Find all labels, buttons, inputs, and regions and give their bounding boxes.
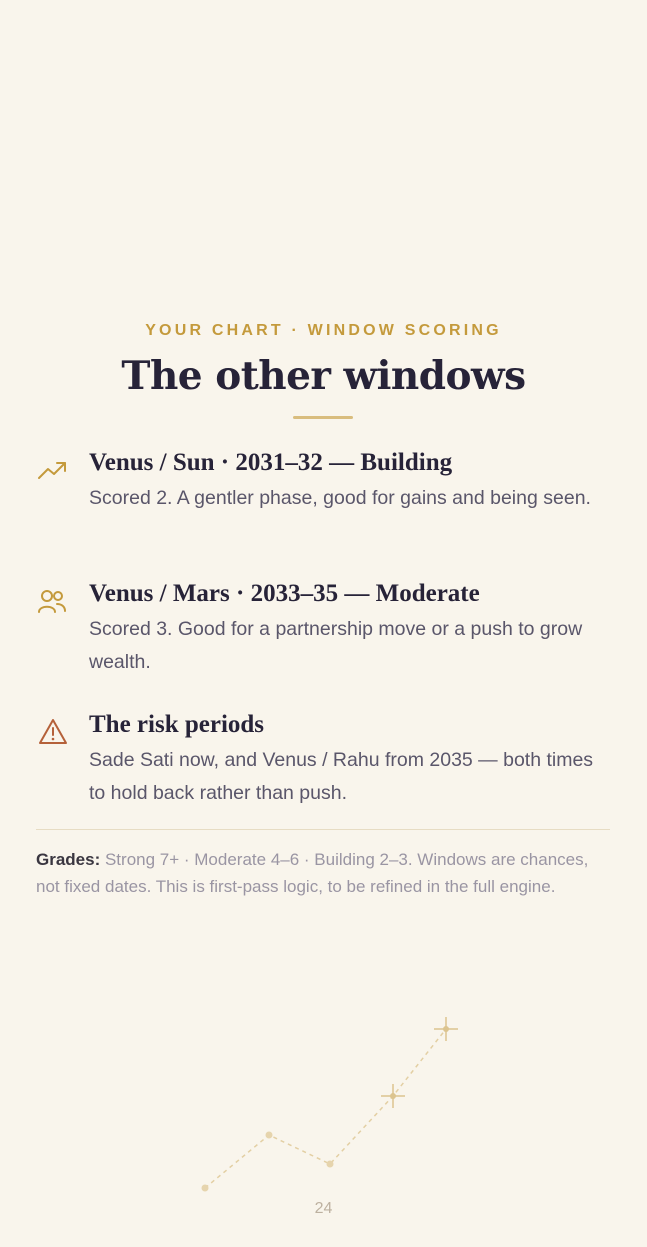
page-title: The other windows <box>121 353 526 399</box>
star-icon <box>434 1017 458 1041</box>
window-description: Sade Sati now, and Venus / Rahu from 2035 — both times to hold back rather than push. <box>89 749 594 804</box>
window-description: Scored 3. Good for a partnership move or a push to grow wealth. <box>89 618 583 673</box>
grades-label: Grades: <box>36 850 101 869</box>
page-number: 24 <box>314 1200 333 1217</box>
window-heading: The risk periods <box>89 711 265 738</box>
grades-text: Strong 7+ · Moderate 4–6 · Building 2–3. Windows are chances, not fixed dates. This is first-pass logic, to be refined in the full engine. <box>36 850 589 896</box>
window-heading: Venus / Sun · 2031–32 — Building <box>89 449 453 476</box>
window-description: Scored 2. A gentler phase, good for gains and being seen. <box>89 487 591 509</box>
window-heading: Venus / Mars · 2033–35 — Moderate <box>89 580 480 607</box>
star-icon <box>381 1084 405 1108</box>
eyebrow-label: YOUR CHART · WINDOW SCORING <box>145 322 502 339</box>
